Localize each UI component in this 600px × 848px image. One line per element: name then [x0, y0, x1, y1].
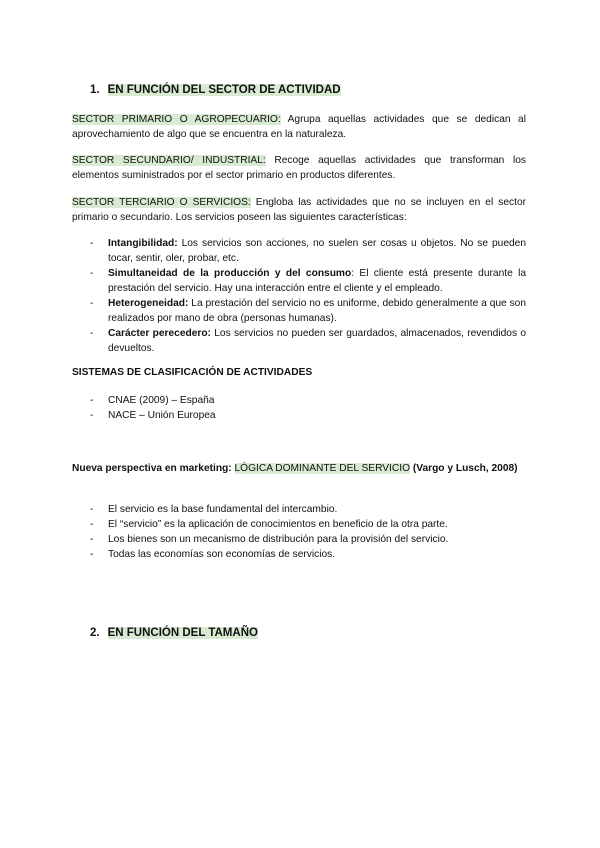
bullet-dash: - [90, 519, 94, 530]
sector-secundario-text: Recoge aquellas actividades que transforman los elementos suministrados por el sector primario en productos diferentes. [72, 155, 526, 181]
characteristic-text: : El cliente está presente durante la prestación del servicio. Hay una interacción entre el cliente y el empleado. [108, 268, 527, 294]
characteristic-text: Los servicios no pueden ser guardados, almacenados, revendidos o devueltos. [108, 328, 526, 354]
bullet-dash: - [90, 268, 94, 279]
perspectiva-item: El “servicio” es la aplicación de conocimientos en beneficio de la otra parte. [108, 519, 448, 530]
characteristic-term: Carácter perecedero: [108, 328, 211, 339]
characteristics-list [72, 236, 526, 356]
bullet-dash: - [90, 298, 94, 309]
perspectiva-item: Todas las economías son economías de servicios. [108, 549, 336, 560]
section-2-heading [90, 627, 258, 639]
sector-terciario-text: Engloba las actividades que no se incluyen en el sector primario o secundario. Los servicios poseen las siguientes características: [72, 197, 527, 223]
section-1-heading [90, 84, 341, 96]
sector-primario-paragraph [72, 112, 526, 142]
characteristic-term: Heterogeneidad: [108, 298, 189, 309]
sistemas-list [72, 393, 526, 423]
list-item [72, 532, 526, 547]
list-item [72, 408, 526, 423]
perspectiva-tail: (Vargo y Lusch, 2008) [410, 463, 518, 474]
bullet-dash: - [90, 410, 94, 421]
bullet-dash: - [90, 549, 94, 560]
sistema-item: NACE – Unión Europea [108, 410, 216, 421]
sector-primario-text: Agrupa aquellas actividades que se dedican al aprovechamiento de algo que se encuentra en la naturaleza. [72, 114, 526, 140]
sector-secundario-label: SECTOR SECUNDARIO/ INDUSTRIAL: [72, 155, 266, 166]
bullet-dash: - [90, 238, 94, 249]
perspectiva-lead: Nueva perspectiva en marketing: [72, 463, 235, 474]
sistema-item: CNAE (2009) – España [108, 395, 215, 406]
section-1-title: EN FUNCIÓN DEL SECTOR DE ACTIVIDAD [107, 84, 341, 96]
list-item [72, 266, 526, 296]
list-item [72, 393, 526, 408]
sector-terciario-paragraph [72, 195, 526, 225]
perspectiva-item: Los bienes son un mecanismo de distribución para la provisión del servicio. [108, 534, 449, 545]
perspectiva-heading [72, 461, 526, 476]
sistemas-heading: SISTEMAS DE CLASIFICACIÓN DE ACTIVIDADES [72, 367, 313, 378]
section-1-number: 1. [90, 84, 100, 96]
sector-terciario-label: SECTOR TERCIARIO O SERVICIOS: [72, 197, 251, 208]
characteristic-term: Simultaneidad de la producción y del consumo [108, 268, 352, 279]
list-item [72, 547, 526, 562]
sector-primario-label: SECTOR PRIMARIO O AGROPECUARIO: [72, 114, 281, 125]
perspectiva-item: El servicio es la base fundamental del intercambio. [108, 504, 338, 515]
sector-secundario-paragraph [72, 153, 526, 183]
perspectiva-highlight: LÓGICA DOMINANTE DEL SERVICIO [234, 463, 410, 474]
bullet-dash: - [90, 504, 94, 515]
bullet-dash: - [90, 395, 94, 406]
characteristic-text: Los servicios son acciones, no suelen ser cosas u objetos. No se pueden tocar, sentir, oler, probar, etc. [108, 238, 526, 264]
characteristic-term: Intangibilidad: [108, 238, 178, 249]
list-item [72, 502, 526, 517]
list-item [72, 326, 526, 356]
section-2-title: EN FUNCIÓN DEL TAMAÑO [107, 627, 258, 639]
section-2-number: 2. [90, 627, 100, 639]
list-item [72, 296, 526, 326]
characteristic-text: La prestación del servicio no es uniforme, debido generalmente a que son realizados por mano de obra (personas humanas). [108, 298, 526, 324]
bullet-dash: - [90, 534, 94, 545]
bullet-dash: - [90, 328, 94, 339]
perspectiva-list [72, 502, 526, 562]
list-item [72, 517, 526, 532]
list-item [72, 236, 526, 266]
